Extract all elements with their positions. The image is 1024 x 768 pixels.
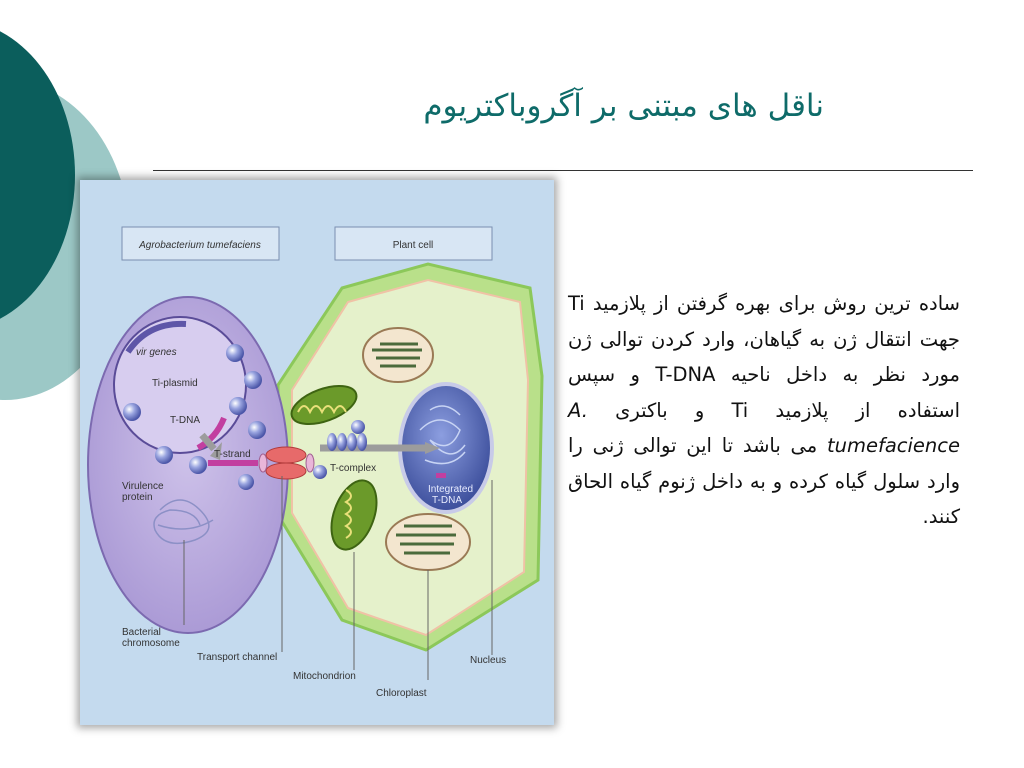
- label-protein: protein: [122, 492, 153, 503]
- label-ti-plasmid: Ti-plasmid: [152, 378, 198, 389]
- slide-title: ناقل های مبتنی بر آگروباکتریوم: [423, 88, 824, 124]
- transport-channel-top: [266, 447, 306, 463]
- agrobacterium-diagram: [80, 180, 554, 725]
- label-transport-channel: Transport channel: [197, 652, 278, 663]
- header-plant-cell: Plant cell: [392, 240, 434, 251]
- label-t-dna: T-DNA: [170, 415, 200, 426]
- label-integrated: Integrated: [428, 484, 474, 495]
- body-text-part: می باشد تا این توالی ژنی را وارد سلول گیاه کرده و به داخل ژنوم گیاه الحاق کنند.: [568, 434, 960, 528]
- chloroplast-bottom: [386, 514, 470, 570]
- label-chloroplast: Chloroplast: [376, 688, 427, 699]
- label-nucleus: Nucleus: [470, 655, 507, 666]
- body-text-part: ساده ترین روش برای بهره گرفتن از پلازمید: [584, 292, 960, 315]
- term-ti: Ti: [731, 398, 749, 422]
- term-ti: Ti: [568, 292, 585, 315]
- transport-channel-bottom: [266, 463, 306, 479]
- t-strand: [208, 460, 258, 466]
- header-agrobacterium: Agrobacterium tumefaciens: [139, 240, 261, 251]
- body-text-part: جهت انتقال ژن به گیاهان، وارد کردن توالی ژن مورد نظر به داخل ناحیه: [568, 327, 960, 386]
- label-t-strand: T-strand: [214, 449, 251, 460]
- label-virulence: Virulence: [122, 481, 164, 492]
- label-t-complex: T-complex: [330, 463, 377, 474]
- term-species: A. tumefacience: [568, 398, 960, 457]
- chloroplast-top: [363, 328, 433, 382]
- body-paragraph: [568, 286, 960, 535]
- title-divider: [153, 170, 973, 171]
- label-vir-genes: vir genes: [136, 347, 177, 358]
- label-bacterial: Bacterial: [122, 627, 161, 638]
- label-chromosome: chromosome: [122, 638, 180, 649]
- term-t-dna: T-DNA: [655, 363, 716, 386]
- label-mitochondrion: Mitochondrion: [293, 671, 356, 682]
- integrated-tdna-segment: [436, 473, 446, 478]
- label-integrated-tdna: T-DNA: [432, 495, 462, 506]
- body-text-part: و سپس استفاده از پلازمید: [568, 363, 961, 422]
- body-text-part: و باکتری: [587, 398, 732, 422]
- diagram-svg: [80, 180, 554, 725]
